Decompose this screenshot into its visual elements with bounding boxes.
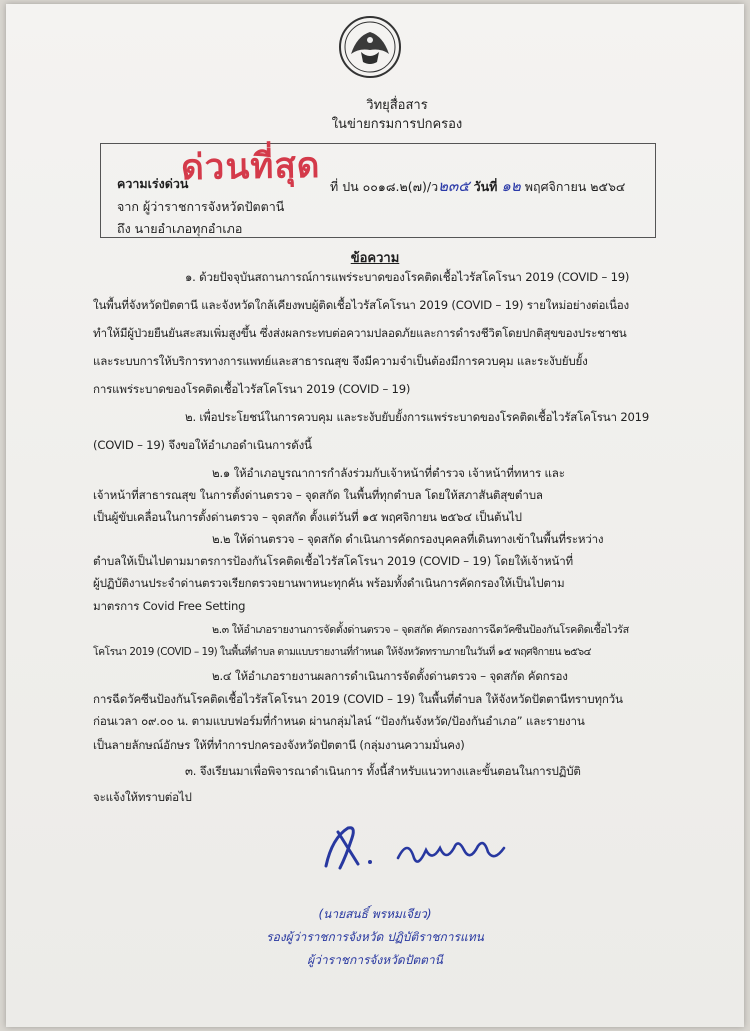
body-line: (COVID – 19) จึงขอให้อำเภอดำเนินการดังนี้ [93,438,312,452]
urgency-label: ความเร่งด่วน [117,176,189,191]
urgency-stamp: ด่วนที่สุด [180,145,321,189]
body-line: การฉีดวัคซีนป้องกันโรคติดเชื้อไวรัสโคโรนา 2019 (COVID – 19) ในพื้นที่ตำบล ให้จังหวัดปัตตานีทราบทุกวัน [93,692,623,706]
body-line: เจ้าหน้าที่สาธารณสุข ในการตั้งด่านตรวจ – จุดสกัด ในพื้นที่ทุกตำบล โดยให้สภาสันติสุขตำบล [93,488,543,502]
body-line: และระบบการให้บริการทางการแพทย์และสาธารณสุข จึงมีความจำเป็นต้องมีการควบคุม และระงับยับยั้ง [93,354,588,368]
date-rest: พฤศจิกายน ๒๕๖๔ [524,179,626,194]
body-line: ๒.๔ ให้อำเภอรายงานผลการดำเนินการจัดตั้งด่านตรวจ – จุดสกัด คัดกรอง [212,669,568,683]
body-line: โคโรนา 2019 (COVID – 19) ในพื้นที่ตำบล ตามแบบรายงานที่กำหนด ให้จังหวัดทราบภายในวันที่ ๑๕ พฤศจิกายน ๒๕๖๔ [93,646,591,658]
body-line: ๓. จึงเรียนมาเพื่อพิจารณาดำเนินการ ทั้งนี้สำหรับแนวทางและขั้นตอนในการปฏิบัติ [185,764,581,778]
message-title: ข้อความ [350,251,400,266]
body-line: ทำให้มีผู้ป่วยยืนยันสะสมเพิ่มสูงขึ้น ซึ่งส่งผลกระทบต่อความปลอดภัยและการดำรงชีวิตโดยปกติสุขของประชาชน [93,326,627,340]
body-line: เป็นผู้ขับเคลื่อนในการตั้งด่านตรวจ – จุดสกัด ตั้งแต่วันที่ ๑๕ พฤศจิกายน ๒๕๖๔ เป็นต้นไป [93,510,522,524]
body-line: ๒. เพื่อประโยชน์ในการควบคุม และระงับยับยั้งการแพร่ระบาดของโรคติดเชื้อไวรัสโคโรนา 2019 [185,410,650,424]
body-line: เป็นลายลักษณ์อักษร ให้ที่ทำการปกครองจังหวัดปัตตานี (กลุ่มงานความมั่นคง) [93,738,465,752]
body-line: ๒.๒ ให้ด่านตรวจ – จุดสกัด ดำเนินการคัดกรองบุคคลที่เดินทางเข้าในพื้นที่ระหว่าง [212,532,604,546]
body-line: ๒.๑ ให้อำเภอบูรณาการกำลังร่วมกับเจ้าหน้าที่ตำรวจ เจ้าหน้าที่ทหาร และ [212,466,565,480]
body-line: ก่อนเวลา ๐๙.๐๐ น. ตามแบบฟอร์มที่กำหนด ผ่านกลุ่มไลน์ “ป้องกันจังหวัด/ป้องกันอำเภอ” และรายงาน [93,714,585,728]
to-line: ถึง นายอำเภอทุกอำเภอ [117,221,243,236]
signer-position-1: รองผู้ว่าราชการจังหวัด ปฏิบัติราชการแทน [266,930,484,944]
body-line: ๒.๓ ให้อำเภอรายงานการจัดตั้งด่านตรวจ – จุดสกัด คัดกรองการฉีดวัคซีนป้องกันโรคติดเชื้อไวรัส [212,623,629,636]
date-day-handwritten: ๑๒ [501,177,521,195]
body-line: มาตรการ Covid Free Setting [93,599,246,613]
body-line: จะแจ้งให้ทราบต่อไป [93,790,192,804]
body-line: ผู้ปฏิบัติงานประจำด่านตรวจเรียกตรวจยานพาหนะทุกคัน พร้อมทั้งดำเนินการคัดกรองให้เป็นไปตาม [93,576,565,590]
date-label: วันที่ [473,179,498,194]
radio-line-2: ในข่ายกรมการปกครอง [331,117,463,132]
document-number [330,174,625,198]
radio-line-1: วิทยุสื่อสาร [366,98,428,113]
doc-no-prefix: ที่ ปน ๐๐๑๘.๒(๗)/ว [330,179,439,194]
doc-no-handwritten: ๒๓๕ [438,177,470,195]
body-line: ตำบลให้เป็นไปตามมาตรการป้องกันโรคติดเชื้อไวรัสโคโรนา 2019 (COVID – 19) โดยให้เจ้าหน้าที่ [93,554,573,568]
body-line: ในพื้นที่จังหวัดปัตตานี และจังหวัดใกล้เคียงพบผู้ติดเชื้อไวรัสโคโรนา 2019 (COVID – 19) รายใหม่อย่างต่อเนื่อง [93,298,629,312]
from-line: จาก ผู้ว่าราชการจังหวัดปัตตานี [117,199,285,214]
signer-name: (นายสนธิ์ พรหมเจียว) [318,907,432,921]
garuda-seal-icon [337,14,403,80]
signer-position-2: ผู้ว่าราชการจังหวัดปัตตานี [307,953,443,967]
body-line: ๑. ด้วยปัจจุบันสถานการณ์การแพร่ระบาดของโรคติดเชื้อไวรัสโคโรนา 2019 (COVID – 19) [185,270,630,284]
body-line: การแพร่ระบาดของโรคติดเชื้อไวรัสโคโรนา 2019 (COVID – 19) [93,382,411,396]
handwritten-signature [318,818,518,878]
